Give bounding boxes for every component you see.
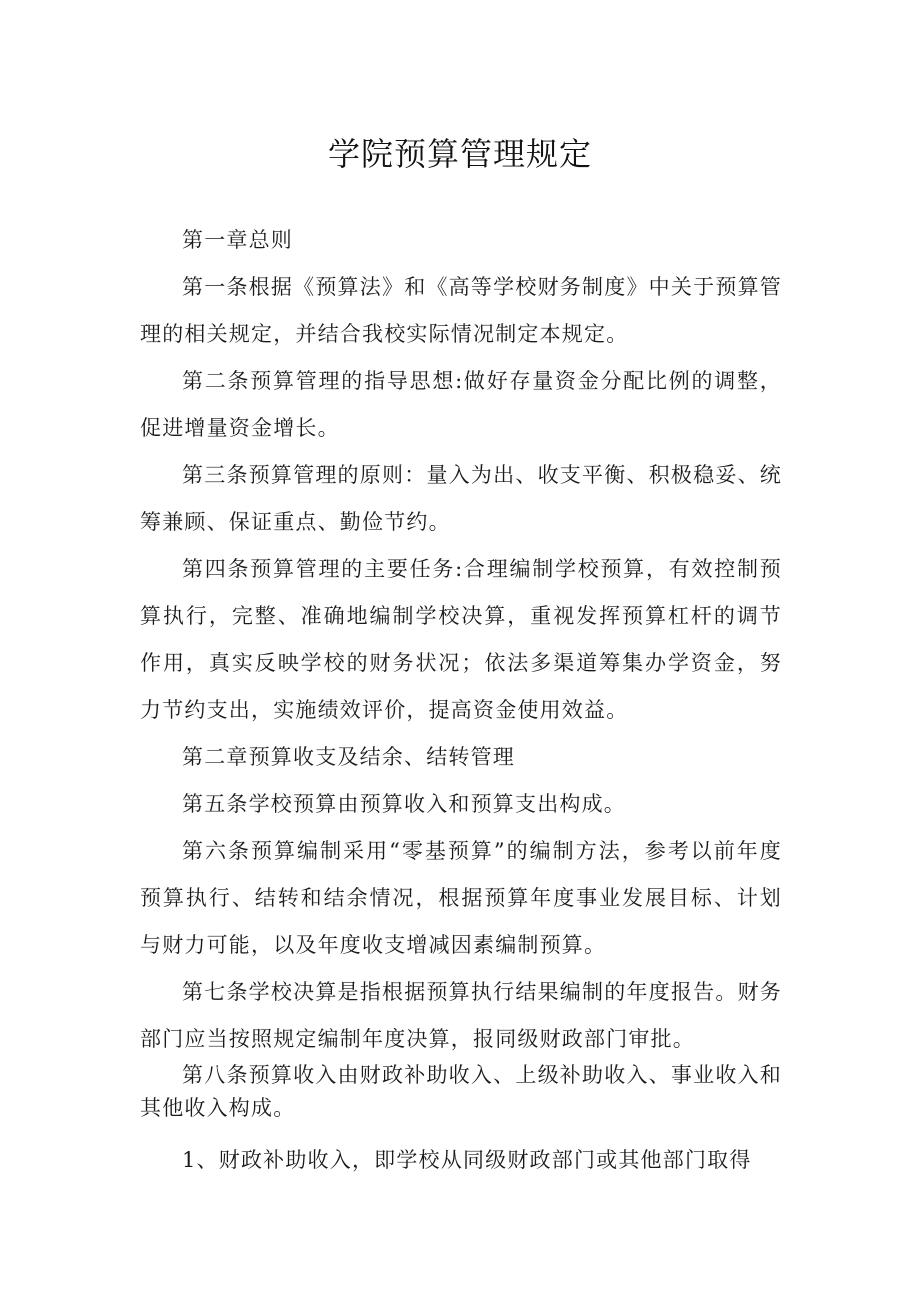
- article-8: 第八条预算收入由财政补助收入、上级补助收入、事业收入和其他收入构成。: [140, 1063, 782, 1120]
- article-3: 第三条预算管理的原则：量入为出、收支平衡、积极稳妥、统筹兼顾、保证重点、勤俭节约。: [140, 463, 782, 534]
- article-5: 第五条学校预算由预算收入和预算支出构成。: [182, 792, 626, 816]
- chapter-heading-2: 第二章预算收支及结余、结转管理: [182, 745, 515, 769]
- article-1: 第一条根据《预算法》和《高等学校财务制度》中关于预算管理的相关规定，并结合我校实际情况制定本规定。: [140, 275, 782, 346]
- chapter-heading-1: 第一章总则: [182, 228, 293, 252]
- article-2: 第二条预算管理的指导思想:做好存量资金分配比例的调整，促进增量资金增长。: [140, 369, 782, 440]
- article-7: 第七条学校决算是指根据预算执行结果编制的年度报告。财务部门应当按照规定编制年度决算，报同级财政部门审批。: [140, 980, 782, 1051]
- document-title: 学院预算管理规定: [327, 135, 592, 173]
- document-body: [140, 217, 782, 1184]
- article-4: 第四条预算管理的主要任务:合理编制学校预算，有效控制预算执行，完整、准确地编制学校决算，重视发挥预算杠杆的调节作用，真实反映学校的财务状况；依法多渠道筹集办学资金，努力节约支出，实施绩效评价，提高资金使用效益。: [140, 557, 782, 722]
- article-6: 第六条预算编制采用“零基预算”的编制方法，参考以前年度预算执行、结转和结余情况，根据预算年度事业发展目标、计划与财力可能，以及年度收支增减因素编制预算。: [140, 839, 782, 957]
- list-item-1: 1、财政补助收入，即学校从同级财政部门或其他部门取得: [182, 1148, 752, 1172]
